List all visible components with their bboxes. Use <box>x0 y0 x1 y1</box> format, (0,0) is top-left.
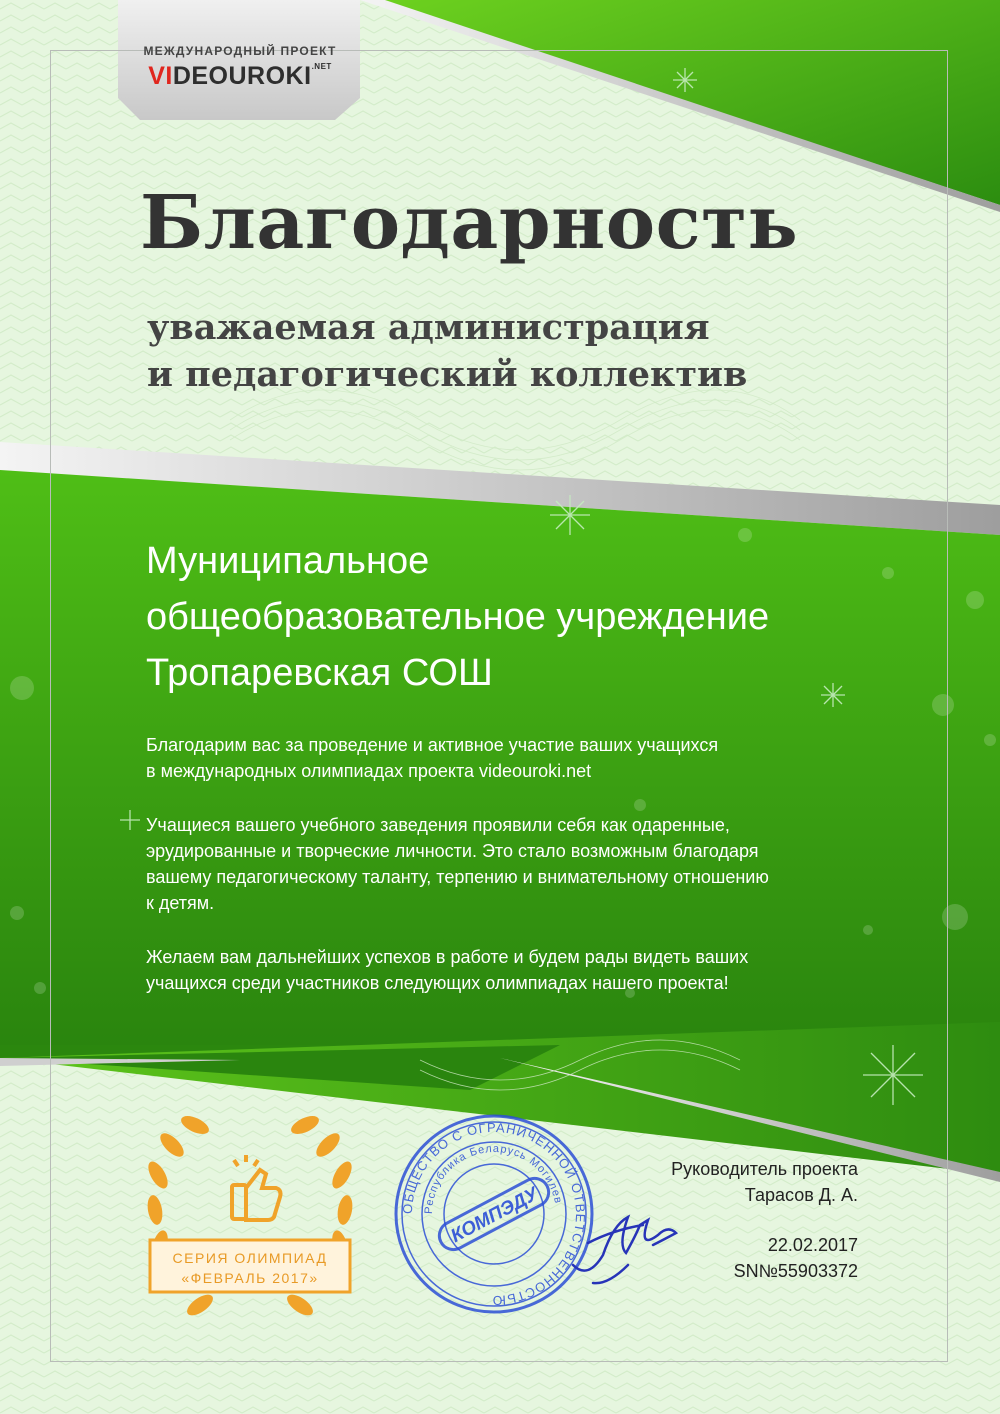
logo-brand-rest: DEOUROKI <box>172 62 312 90</box>
organization-line-2: общеобразовательное учреждение <box>146 596 770 638</box>
recipient-line-1: уважаемая администрация <box>147 307 710 348</box>
signer-name: Тарасов Д. А. <box>744 1185 858 1205</box>
organization-line-1: Муниципальное <box>146 540 430 582</box>
body-line: Желаем вам дальнейших успехов в работе и будем рады видеть ваших <box>146 947 749 967</box>
signature-block <box>600 1156 858 1284</box>
page-title: Благодарность <box>140 180 799 266</box>
videouroki-logo <box>140 62 340 91</box>
body-paragraph-1 <box>146 732 866 784</box>
body-line: эрудированные и творческие личности. Это стало возможным благодаря <box>146 841 759 861</box>
badge-line-2: «ФЕВРАЛЬ 2017» <box>181 1270 319 1286</box>
recipient-heading <box>147 304 907 398</box>
body-line: учащихся среди участников следующих олимпиадах нашего проекта! <box>146 973 729 993</box>
issue-date: 22.02.2017 <box>767 1235 858 1255</box>
body-line: Благодарим вас за проведение и активное участие ваших учащихся <box>146 735 719 755</box>
logo-brand-red: VI <box>148 62 173 90</box>
seal-inner-text: Республика Беларусь Могилев <box>422 1142 565 1215</box>
organization-line-3: Тропаревская СОШ <box>146 652 493 694</box>
logo-brand-net: .NET <box>311 62 332 71</box>
logo-caption: МЕЖДУНАРОДНЫЙ ПРОЕКТ <box>143 44 337 58</box>
certificate-body <box>146 732 866 1024</box>
thumbs-up-icon <box>232 1155 281 1220</box>
recipient-line-2: и педагогический коллектив <box>147 354 748 395</box>
body-paragraph-3 <box>146 944 866 996</box>
badge-line-1: СЕРИЯ ОЛИМПИАД <box>172 1250 328 1266</box>
olympiad-badge <box>130 1100 370 1340</box>
signer-role: Руководитель проекта <box>671 1159 858 1179</box>
seal-outer-text: ОБЩЕСТВО С ОГРАНИЧЕННОЙ ОТВЕТСТВЕННОСТЬЮ <box>399 1119 589 1309</box>
body-line: к детям. <box>146 893 215 913</box>
company-seal <box>392 1112 597 1317</box>
seal-center-text: КОМПЭДУ <box>447 1183 542 1248</box>
body-line: вашему педагогическому таланту, терпению и внимательному отношению <box>146 867 769 887</box>
body-paragraph-2 <box>146 812 866 916</box>
organization-name <box>146 533 906 701</box>
body-line: Учащиеся вашего учебного заведения проявили себя как одаренные, <box>146 815 730 835</box>
serial-number: SN№55903372 <box>733 1261 858 1281</box>
body-line: в международных олимпиадах проекта videouroki.net <box>146 761 592 781</box>
